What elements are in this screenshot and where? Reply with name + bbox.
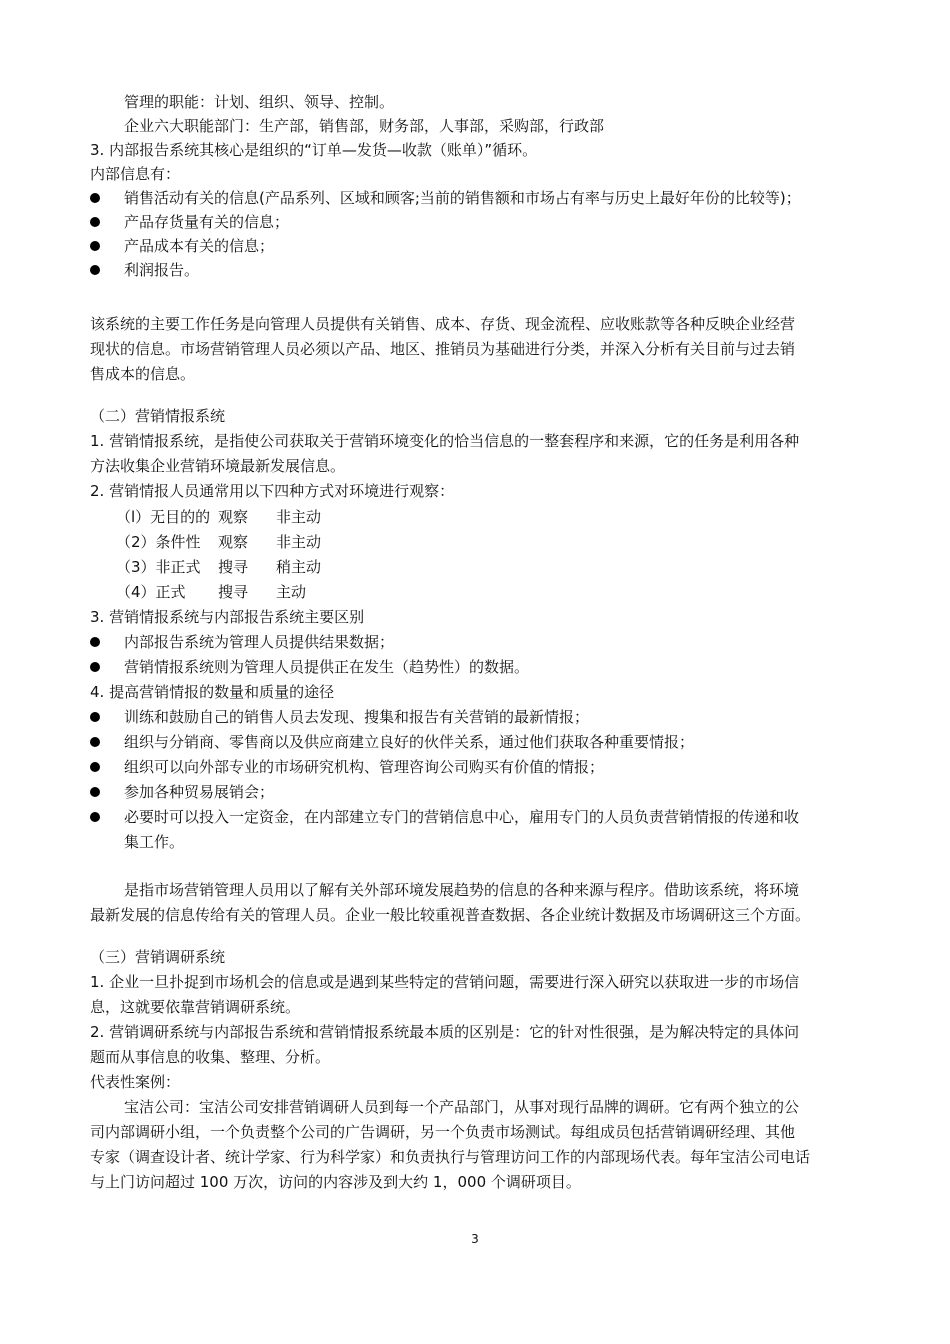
method-action: 搜寻	[218, 558, 249, 576]
method-label: （3）非正式	[116, 558, 201, 576]
text-line: 息，这就要依靠营销调研系统。	[90, 998, 301, 1016]
bullet-icon	[90, 217, 100, 227]
bullet-icon	[90, 637, 100, 647]
bullet-text: 训练和鼓励自己的销售人员去发现、搜集和报告有关营销的最新情报；	[124, 708, 590, 726]
text-line: 该系统的主要工作任务是向管理人员提供有关销售、成本、存货、现金流程、应收账款等各种反映企业经营	[90, 315, 796, 333]
method-row	[116, 580, 306, 604]
bullet-icon	[90, 812, 100, 822]
bullet-icon	[90, 662, 100, 672]
method-level: 主动	[276, 583, 307, 601]
text-line: 售成本的信息。	[90, 365, 196, 383]
bullet-text: 组织与分销商、零售商以及供应商建立良好的伙伴关系，通过他们获取各种重要情报；	[124, 733, 695, 751]
text-line: 与上门访问超过 100 万次，访问的内容涉及到大约 1，000 个调研项目。	[90, 1173, 581, 1191]
text-line: 现状的信息。市场营销管理人员必须以产品、地区、推销员为基础进行分类，并深入分析有关目前与过去销	[90, 340, 796, 358]
bullet-icon	[90, 737, 100, 747]
section-heading: （二）营销情报系统	[90, 407, 226, 425]
bullet-icon	[90, 712, 100, 722]
method-action: 搜寻	[218, 583, 249, 601]
bullet-text: 必要时可以投入一定资金，在内部建立专门的营销信息中心，雇用专门的人员负责营销情报的传递和收	[124, 808, 800, 826]
bullet-text: 利润报告。	[124, 261, 200, 279]
text-line: 4. 提高营销情报的数量和质量的途径	[90, 683, 335, 701]
text-line: 企业六大职能部门：生产部，销售部，财务部，人事部，采购部，行政部	[124, 117, 605, 135]
bullet-continuation: 集工作。	[124, 833, 185, 851]
bullet-icon	[90, 762, 100, 772]
text-line: 2. 营销调研系统与内部报告系统和营销情报系统最本质的区别是：它的针对性很强，是为解决特定的具体问	[90, 1023, 800, 1041]
text-line: 1. 营销情报系统，是指使公司获取关于营销环境变化的恰当信息的一整套程序和来源，它的任务是利用各种	[90, 432, 800, 450]
text-line: 3. 营销情报系统与内部报告系统主要区别	[90, 608, 365, 626]
bullet-icon	[90, 265, 100, 275]
text-line: 最新发展的信息传给有关的管理人员。企业一般比较重视普查数据、各企业统计数据及市场调研这三个方面。	[90, 906, 811, 924]
text-line: 方法收集企业营销环境最新发展信息。	[90, 457, 346, 475]
bullet-text: 参加各种贸易展销会；	[124, 783, 275, 801]
method-action: 观察	[218, 508, 249, 526]
method-action: 观察	[218, 533, 249, 551]
bullet-icon	[90, 241, 100, 251]
page-number: 3	[471, 1232, 479, 1246]
bullet-text: 产品存货量有关的信息；	[124, 213, 290, 231]
text-line: 管理的职能：计划、组织、领导、控制。	[124, 93, 395, 111]
method-row	[116, 530, 321, 554]
method-row	[116, 555, 321, 579]
text-line: 宝洁公司：宝洁公司安排营销调研人员到每一个产品部门，从事对现行品牌的调研。它有两个独立的公	[124, 1098, 800, 1116]
bullet-text: 产品成本有关的信息；	[124, 237, 275, 255]
method-level: 稍主动	[276, 558, 322, 576]
method-label: （2）条件性	[116, 533, 201, 551]
text-line: 1. 企业一旦扑捉到市场机会的信息或是遇到某些特定的营销问题，需要进行深入研究以获取进一步的市场信	[90, 973, 800, 991]
text-line: 2. 营销情报人员通常用以下四种方式对环境进行观察：	[90, 482, 455, 500]
bullet-text: 营销情报系统则为管理人员提供正在发生（趋势性）的数据。	[124, 658, 530, 676]
text-line: 代表性案例：	[90, 1073, 181, 1091]
text-line: 3. 内部报告系统其核心是组织的“订单—发货—收款（账单）”循环。	[90, 141, 538, 159]
method-row	[116, 505, 321, 529]
text-line: 司内部调研小组，一个负责整个公司的广告调研，另一个负责市场测试。每组成员包括营销调研经理、其他	[90, 1123, 796, 1141]
section-heading: （三）营销调研系统	[90, 948, 226, 966]
text-line: 是指市场营销管理人员用以了解有关外部环境发展趋势的信息的各种来源与程序。借助该系统，将环境	[124, 881, 800, 899]
text-line: 内部信息有：	[90, 165, 181, 183]
text-line: 专家（调查设计者、统计学家、行为科学家）和负责执行与管理访问工作的内部现场代表。每年宝洁公司电话	[90, 1148, 811, 1166]
text-line: 题而从事信息的收集、整理、分析。	[90, 1048, 331, 1066]
method-label: （4）正式	[116, 583, 186, 601]
method-label: （l）无目的的	[116, 508, 211, 526]
method-level: 非主动	[276, 508, 322, 526]
bullet-icon	[90, 787, 100, 797]
bullet-text: 销售活动有关的信息(产品系列、区域和顾客;当前的销售额和市场占有率与历史上最好年份的比较等)；	[124, 189, 801, 207]
bullet-text: 内部报告系统为管理人员提供结果数据；	[124, 633, 395, 651]
bullet-text: 组织可以向外部专业的市场研究机构、管理咨询公司购买有价值的情报；	[124, 758, 605, 776]
method-level: 非主动	[276, 533, 322, 551]
bullet-icon	[90, 193, 100, 203]
